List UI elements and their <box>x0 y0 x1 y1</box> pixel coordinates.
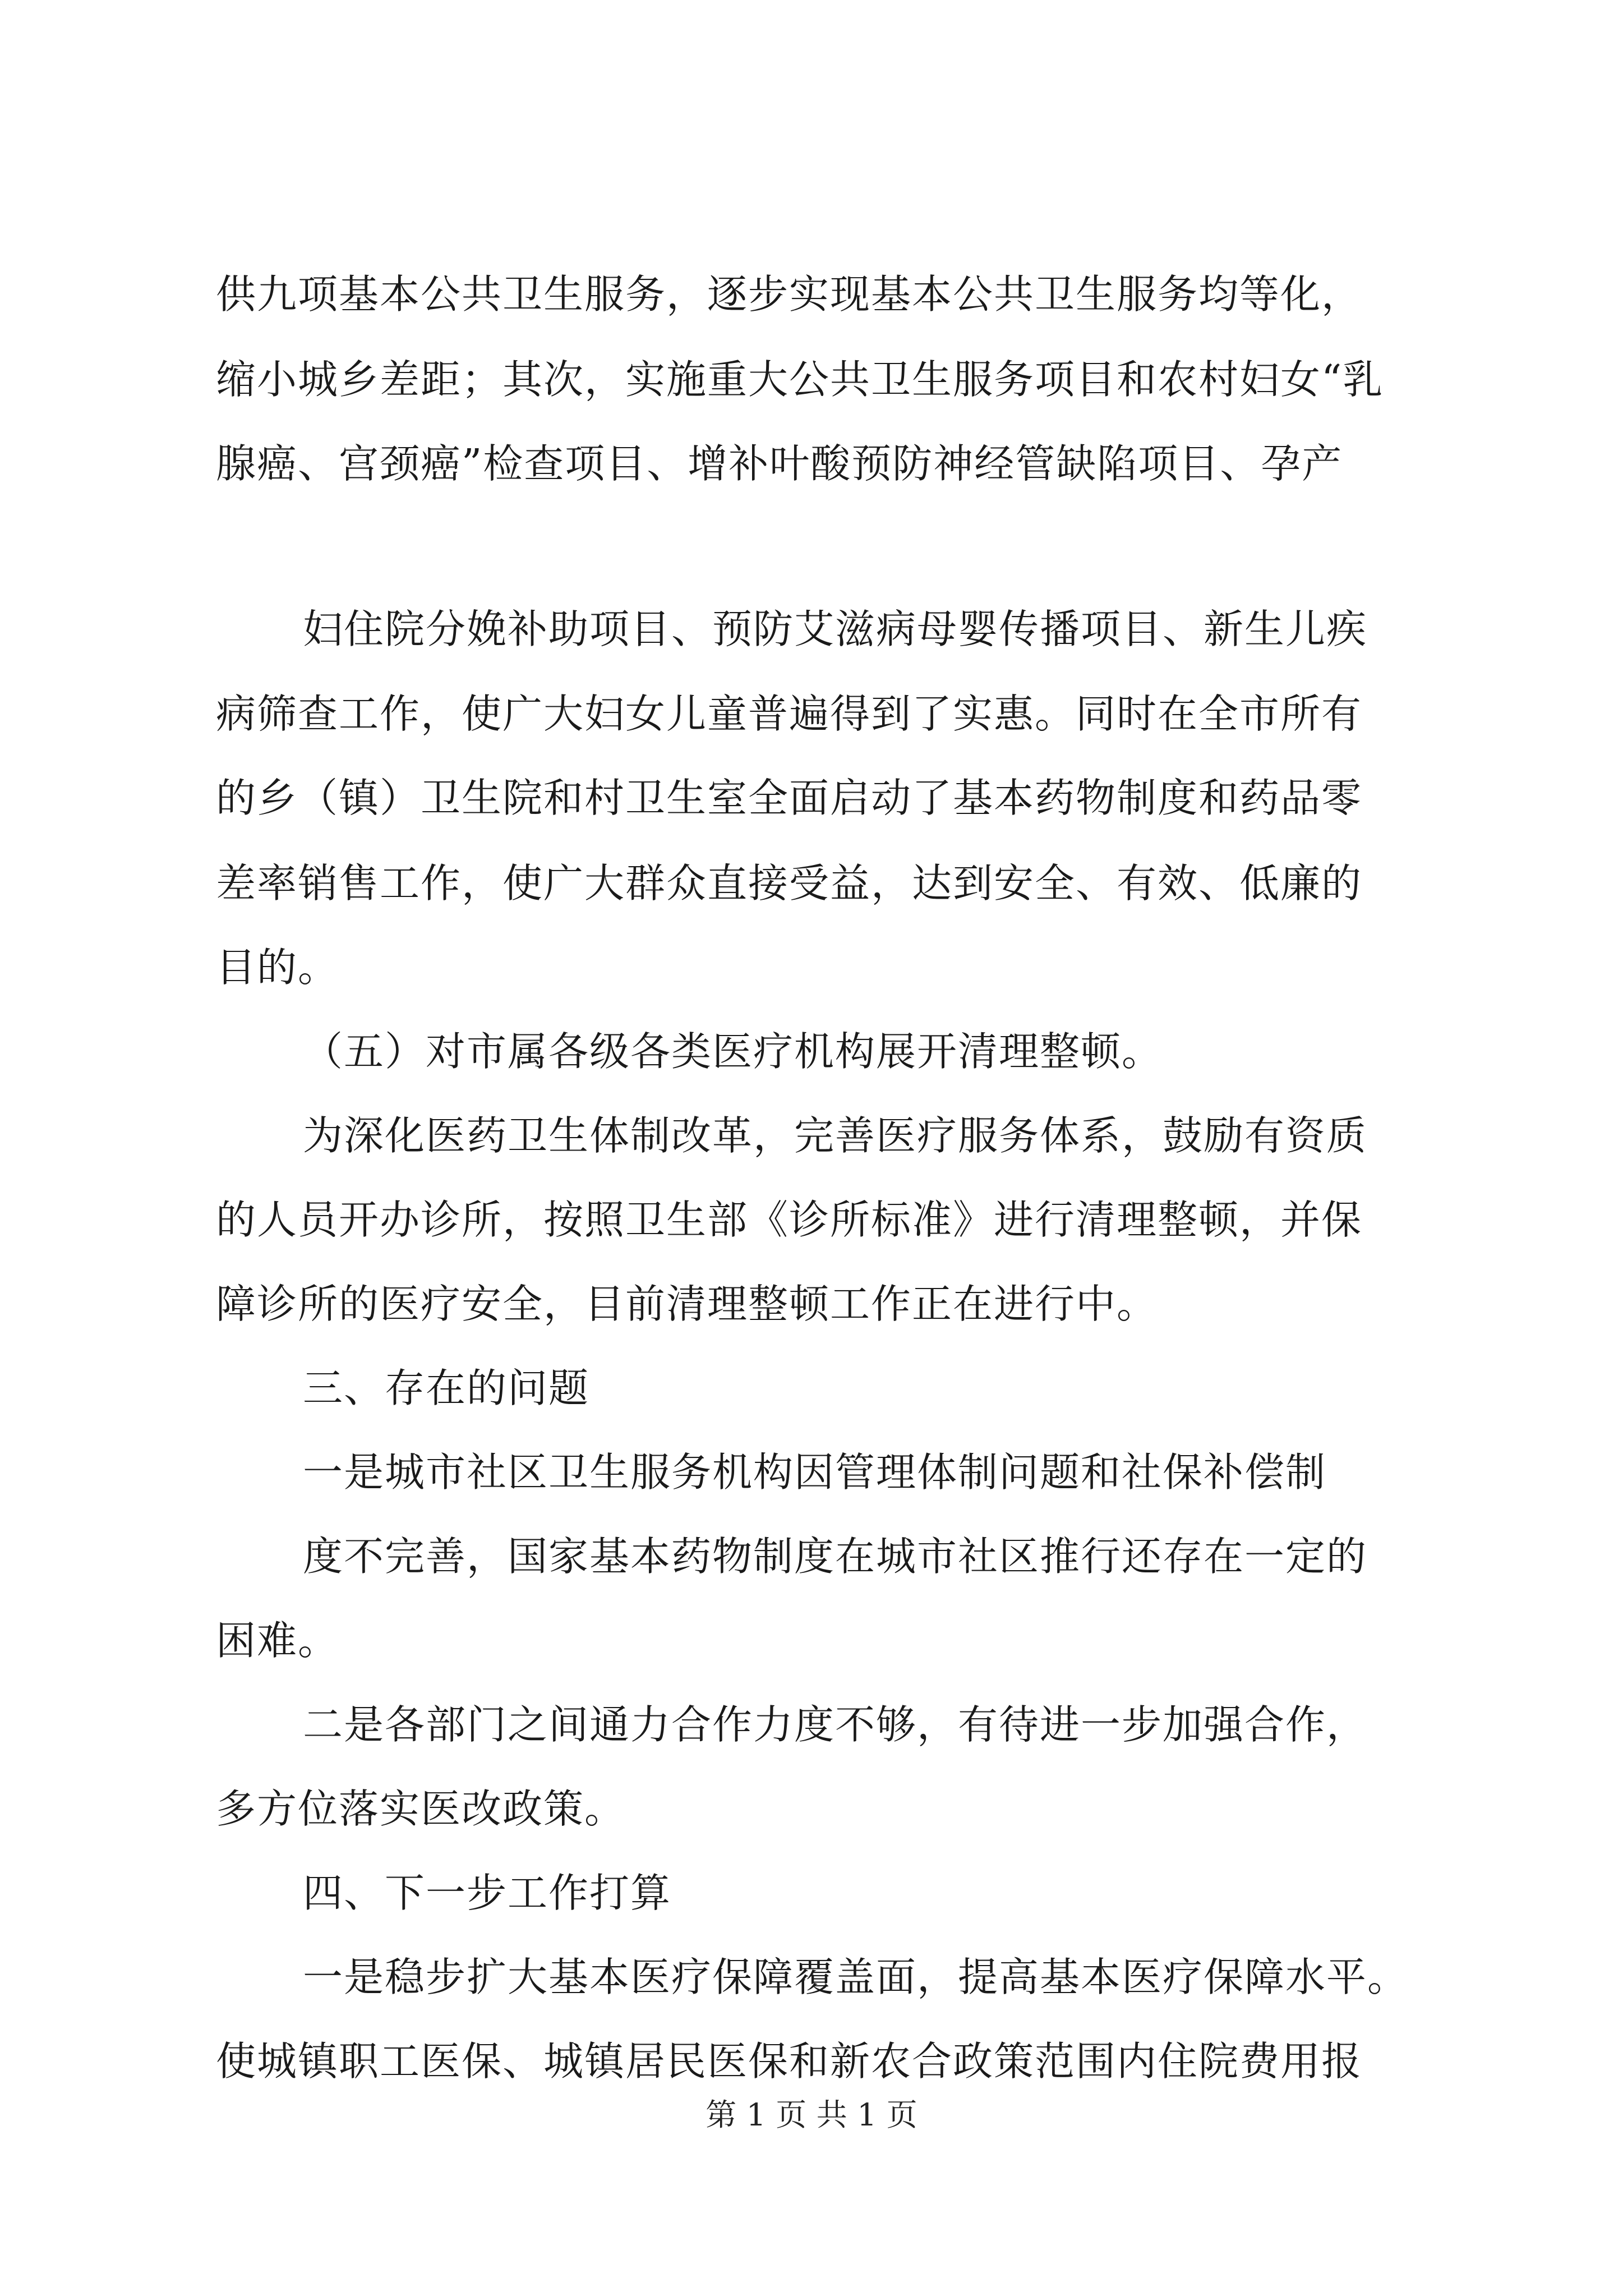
paragraph-line: 困难。 <box>216 1617 339 1664</box>
paragraph-line: 腺癌、宫颈癌”检查项目、增补叶酸预防神经管缺陷项目、孕产 <box>216 440 1343 487</box>
paragraph-line: 的乡（镇）卫生院和村卫生室全面启动了基本药物制度和药品零 <box>216 775 1363 821</box>
paragraph-line: 的人员开办诊所，按照卫生部《诊所标准》进行清理整顿，并保 <box>216 1197 1363 1243</box>
page-footer: 第 1 页 共 1 页 <box>706 2097 917 2133</box>
paragraph-line: 度不完善，国家基本药物制度在城市社区推行还存在一定的 <box>303 1533 1368 1580</box>
paragraph-line: 妇住院分娩补助项目、预防艾滋病母婴传播项目、新生儿疾 <box>303 606 1368 652</box>
paragraph-line: 使城镇职工医保、城镇居民医保和新农合政策范围内住院费用报 <box>216 2038 1363 2085</box>
paragraph-line: 一是城市社区卫生服务机构因管理体制问题和社保补偿制 <box>303 1449 1327 1496</box>
section-heading: （五）对市属各级各类医疗机构展开清理整顿。 <box>303 1028 1163 1075</box>
paragraph-line: 二是各部门之间通力合作力度不够，有待进一步加强合作， <box>303 1701 1368 1748</box>
paragraph-line: 多方位落实医改政策。 <box>216 1786 626 1832</box>
paragraph-line: 一是稳步扩大基本医疗保障覆盖面，提高基本医疗保障水平。 <box>303 1954 1409 2000</box>
section-heading: 三、存在的问题 <box>303 1365 590 1411</box>
section-heading: 四、下一步工作打算 <box>303 1870 672 1916</box>
paragraph-line: 缩小城乡差距；其次，实施重大公共卫生服务项目和农村妇女“乳 <box>216 356 1384 403</box>
paragraph-line: 供九项基本公共卫生服务，逐步实现基本公共卫生服务均等化， <box>216 271 1363 318</box>
paragraph-line: 病筛查工作，使广大妇女儿童普遍得到了实惠。同时在全市所有 <box>216 691 1363 737</box>
paragraph-line: 目的。 <box>216 944 339 991</box>
paragraph-line: 障诊所的医疗安全，目前清理整顿工作正在进行中。 <box>216 1281 1158 1327</box>
paragraph-line: 差率销售工作，使广大群众直接受益，达到安全、有效、低廉的 <box>216 860 1363 907</box>
paragraph-line: 为深化医药卫生体制改革，完善医疗服务体系，鼓励有资质 <box>303 1112 1368 1159</box>
